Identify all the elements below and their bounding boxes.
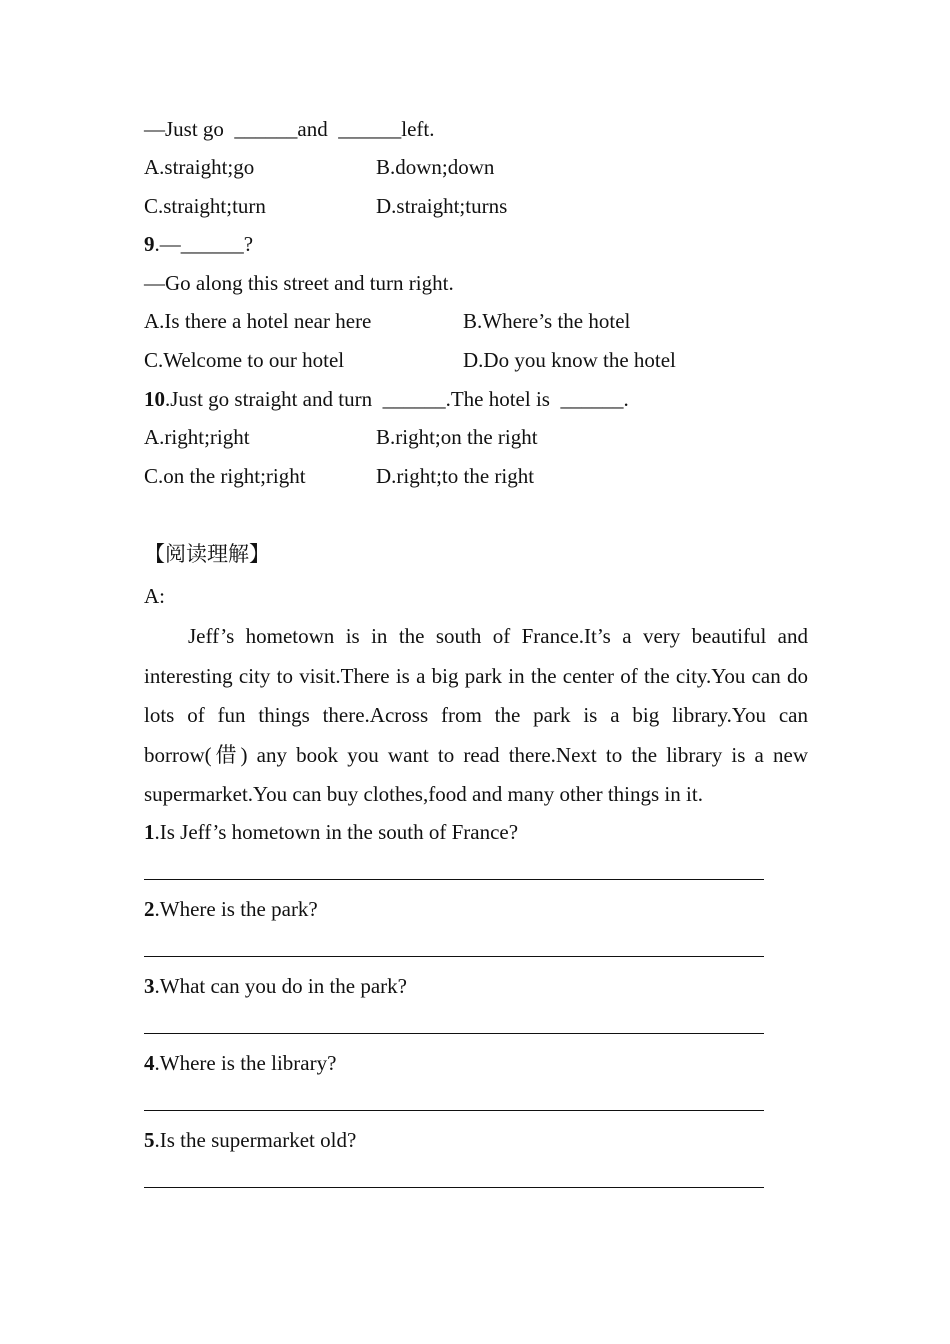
reading-question-4 [144, 1050, 336, 1076]
q8-option-a: A.straight;go [144, 155, 255, 179]
q10-option-b: B.right;on the right [376, 425, 538, 449]
q9-question [144, 231, 253, 257]
q9-number: 9 [144, 232, 155, 256]
question-number: 2 [144, 897, 155, 921]
q10-option-a: A.right;right [144, 425, 250, 449]
question-number: 4 [144, 1051, 155, 1075]
q8-option-b: B.down;down [376, 155, 495, 179]
question-number: 5 [144, 1128, 155, 1152]
q8-option-d: D.straight;turns [376, 194, 508, 218]
q8-option-c: C.straight;turn [144, 194, 266, 218]
q10-option-d: D.right;to the right [376, 464, 535, 488]
question-text: .Is Jeff’s hometown in the south of France? [154, 820, 519, 844]
q9-option-d: D.Do you know the hotel [463, 348, 676, 372]
reading-question-5 [144, 1127, 356, 1153]
q10-question [144, 386, 629, 412]
q9-option-b: B.Where’s the hotel [463, 309, 631, 333]
answer-line-5[interactable] [144, 1187, 764, 1188]
q9-option-c: C.Welcome to our hotel [144, 348, 345, 372]
q9-option-a: A.Is there a hotel near here [144, 309, 372, 333]
q9-question-text: .—______? [154, 232, 254, 256]
answer-line-1[interactable] [144, 879, 764, 880]
q8-answer-line: —Just go ______and ______left. [144, 117, 435, 141]
reading-passage: Jeff’s hometown is in the south of France.It’s a very beautiful and interesting city to visit.There is a big park in the center of the city.You can do lots of fun things there.Across from the park is a big library.You can borrow(借) any book you want to read there.Next to the library is a new supermarket.You can buy clothes,food and many other things in it. [144, 624, 808, 807]
q9-answer-line: —Go along this street and turn right. [144, 271, 454, 295]
reading-question-3 [144, 973, 407, 999]
question-text: .Where is the library? [154, 1051, 337, 1075]
question-number: 3 [144, 974, 155, 998]
question-text: .Where is the park? [154, 897, 318, 921]
q10-number: 10 [144, 387, 165, 411]
answer-line-4[interactable] [144, 1110, 764, 1111]
answer-line-3[interactable] [144, 1033, 764, 1034]
q10-question-text: .Just go straight and turn ______.The hotel is ______. [165, 387, 629, 411]
answer-line-2[interactable] [144, 956, 764, 957]
question-number: 1 [144, 820, 155, 844]
question-text: .What can you do in the park? [154, 974, 407, 998]
q10-option-c: C.on the right;right [144, 464, 306, 488]
section-title: 【阅读理解】 [144, 542, 270, 566]
reading-question-2 [144, 896, 318, 922]
reading-question-1 [144, 819, 518, 845]
passage-label: A: [144, 584, 165, 608]
question-text: .Is the supermarket old? [154, 1128, 357, 1152]
